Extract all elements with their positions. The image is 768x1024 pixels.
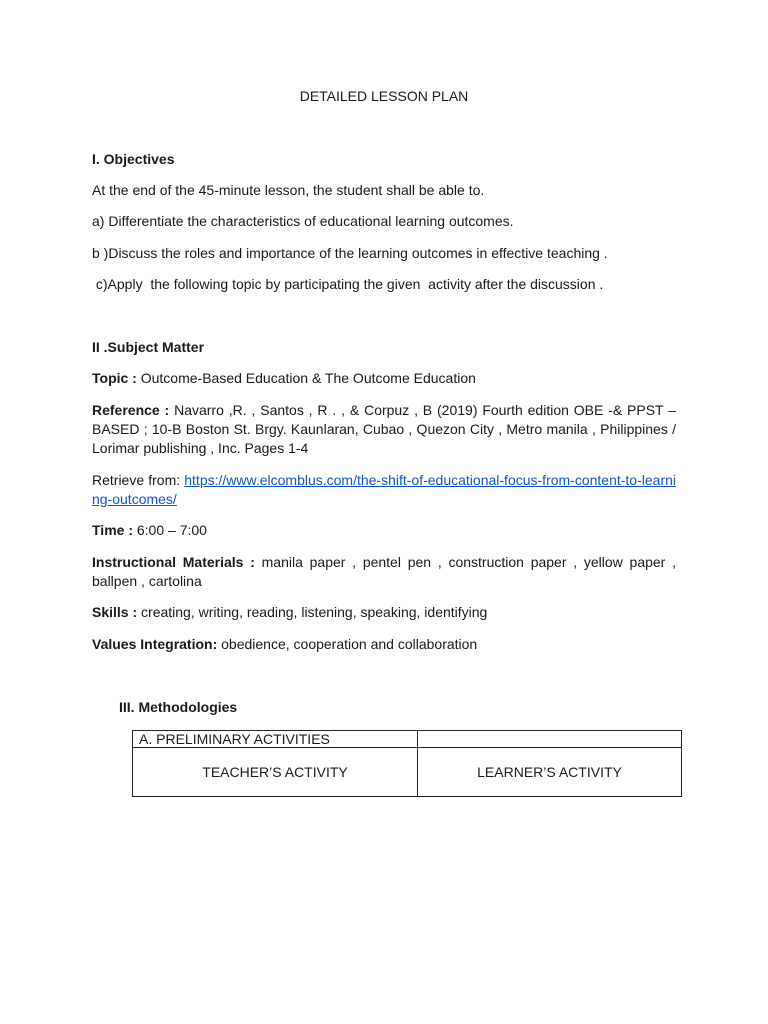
retrieve-paragraph xyxy=(92,471,676,509)
table-row xyxy=(133,748,682,797)
table-row xyxy=(133,731,682,748)
materials-paragraph xyxy=(92,553,676,591)
teacher-activity-header: TEACHER’S ACTIVITY xyxy=(133,748,418,797)
preliminary-activities-cell: A. PRELIMINARY ACTIVITIES xyxy=(133,731,418,748)
empty-cell xyxy=(418,731,682,748)
objective-item-b: b )Discuss the roles and importance of the learning outcomes in effective teaching . xyxy=(92,245,608,261)
methodologies-table xyxy=(132,730,682,797)
skills-value: creating, writing, reading, listening, speaking, identifying xyxy=(137,604,488,620)
retrieve-link[interactable]: https://www.elcomblus.com/the-shift-of-educational-focus-from-content-to-learning-outcomes/ xyxy=(92,472,676,507)
objectives-intro: At the end of the 45-minute lesson, the student shall be able to. xyxy=(92,182,485,198)
skills-label: Skills : xyxy=(92,604,138,620)
topic-line xyxy=(92,369,676,388)
topic-value: Outcome-Based Education & The Outcome Education xyxy=(136,370,476,386)
learner-activity-header: LEARNER’S ACTIVITY xyxy=(418,748,682,797)
materials-value: manila paper , pentel pen , construction paper , yellow paper , ballpen , cartolina xyxy=(92,554,676,589)
reference-label: Reference : xyxy=(92,402,170,418)
materials-label: Instructional Materials : xyxy=(92,554,255,570)
retrieve-label: Retrieve from: xyxy=(92,472,185,488)
objective-item-a: a) Differentiate the characteristics of educational learning outcomes. xyxy=(92,213,514,229)
values-label: Values Integration: xyxy=(92,636,218,652)
methodologies-heading: III. Methodologies xyxy=(119,699,238,715)
time-label: Time : xyxy=(92,522,133,538)
values-value: obedience, cooperation and collaboration xyxy=(217,636,478,652)
objective-item-c: c)Apply the following topic by participating the given activity after the discussion . xyxy=(92,276,604,292)
time-value: 6:00 – 7:00 xyxy=(132,522,207,538)
topic-label: Topic : xyxy=(92,370,137,386)
objectives-heading: I. Objectives xyxy=(92,151,175,167)
time-line xyxy=(92,521,676,540)
skills-line xyxy=(92,603,676,622)
reference-paragraph xyxy=(92,401,676,458)
reference-value: Navarro ,R. , Santos , R . , & Corpuz , B (2019) Fourth edition OBE -& PPST –BASED ; 10-B Boston St. Brgy. Kaunlaran, Cubao , Quezon City , Metro manila , Philippines / Lorimar publishing , Inc. Pages 1-4 xyxy=(92,402,676,456)
document-title: DETAILED LESSON PLAN xyxy=(299,88,469,104)
subject-matter-heading: II .Subject Matter xyxy=(92,339,205,355)
values-line xyxy=(92,635,676,654)
